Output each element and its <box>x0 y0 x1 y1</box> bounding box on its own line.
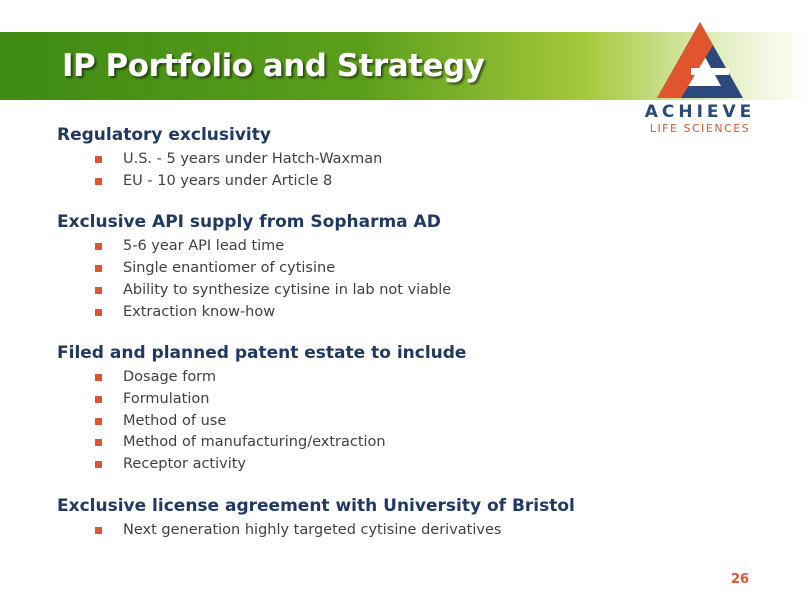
bullet-text: Receptor activity <box>123 456 247 473</box>
section-heading: Filed and planned patent estate to include <box>57 343 467 364</box>
bullet-item <box>95 280 657 302</box>
bullet-item <box>95 236 657 258</box>
section-heading: Exclusive license agreement with University of Bristol <box>57 495 575 516</box>
bullet-list <box>57 520 657 542</box>
bullet-text: Single enantiomer of cytisine <box>123 260 336 277</box>
slide-content <box>57 124 657 560</box>
square-bullet-icon <box>95 461 102 468</box>
bullet-text: Method of manufacturing/extraction <box>123 434 386 451</box>
square-bullet-icon <box>95 418 102 425</box>
company-logo <box>640 18 770 138</box>
bullet-item <box>95 520 657 542</box>
square-bullet-icon <box>95 178 102 185</box>
bullet-text: Ability to synthesize cytisine in lab not viable <box>123 281 452 298</box>
page-number: 26 <box>731 572 750 587</box>
bullet-item <box>95 367 657 389</box>
square-bullet-icon <box>95 396 102 403</box>
section-patent-estate <box>57 342 657 476</box>
section-license-agreement <box>57 495 657 542</box>
bullet-text: Next generation highly targeted cytisine derivatives <box>123 521 502 538</box>
bullet-list <box>57 149 657 192</box>
square-bullet-icon <box>95 243 102 250</box>
bullet-list <box>57 367 657 476</box>
square-bullet-icon <box>95 527 102 534</box>
section-heading: Regulatory exclusivity <box>57 125 271 145</box>
bullet-item <box>95 454 657 476</box>
slide-title: IP Portfolio and Strategy <box>62 48 485 84</box>
bullet-item <box>95 171 657 193</box>
section-api-supply <box>57 211 657 323</box>
bullet-item <box>95 149 657 171</box>
bullet-text: Method of use <box>123 412 227 429</box>
bullet-list <box>57 236 657 323</box>
bullet-text: Extraction know-how <box>123 303 276 320</box>
bullet-item <box>95 411 657 433</box>
bullet-text: U.S. - 5 years under Hatch-Waxman <box>123 151 383 167</box>
square-bullet-icon <box>95 265 102 272</box>
logo-mark-icon <box>655 18 745 102</box>
bullet-text: Dosage form <box>123 369 217 386</box>
square-bullet-icon <box>95 287 102 294</box>
bullet-text: EU - 10 years under Article 8 <box>123 172 333 189</box>
bullet-text: Formulation <box>123 390 210 407</box>
section-heading: Exclusive API supply from Sopharma AD <box>57 212 441 233</box>
square-bullet-icon <box>95 309 102 316</box>
section-regulatory-exclusivity <box>57 124 657 192</box>
bullet-item <box>95 258 657 280</box>
bullet-item <box>95 302 657 324</box>
bullet-item <box>95 389 657 411</box>
logo-tagline: LIFE SCIENCES <box>649 122 751 135</box>
square-bullet-icon <box>95 374 102 381</box>
logo-wordmark: ACHIEVE <box>644 102 756 122</box>
square-bullet-icon <box>95 439 102 446</box>
square-bullet-icon <box>95 156 102 163</box>
bullet-text: 5-6 year API lead time <box>123 238 285 255</box>
bullet-item <box>95 432 657 454</box>
